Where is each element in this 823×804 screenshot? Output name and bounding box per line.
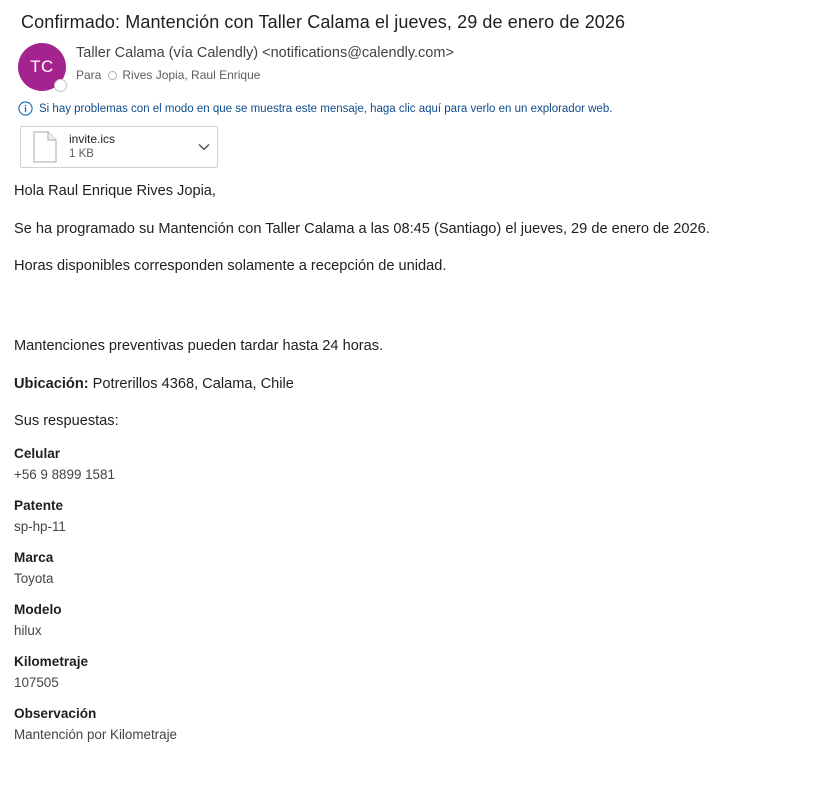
preventive-note-paragraph: Mantenciones preventivas pueden tardar hasta 24 horas.: [14, 338, 384, 355]
answer-question: Patente: [14, 498, 64, 514]
to-label: Para: [76, 68, 102, 82]
view-in-browser-text: Si hay problemas con el modo en que se muestra este mensaje, haga clic aquí para verlo en un explorador web.: [39, 102, 613, 115]
list-item: [14, 653, 809, 692]
file-icon: [32, 131, 58, 163]
greeting-paragraph: Hola Raul Enrique Rives Jopia,: [14, 183, 216, 199]
sender-text: [76, 41, 454, 83]
presence-status-icon: [54, 79, 67, 92]
answer-question: Observación: [14, 706, 97, 722]
chevron-down-icon: [198, 143, 210, 151]
sender-address[interactable]: Taller Calama (vía Calendly) <notifications@calendly.com>: [76, 45, 454, 61]
location-value: Potrerillos 4368, Calama, Chile: [92, 375, 294, 392]
attachment-card[interactable]: [20, 126, 218, 168]
recipients-row: [76, 67, 454, 83]
answer-value: hilux: [14, 623, 42, 639]
answer-value: sp-hp-11: [14, 519, 66, 535]
attachment-meta: [69, 132, 190, 162]
answer-question: Modelo: [14, 602, 62, 618]
location-label: Ubicación:: [14, 375, 89, 392]
sender-block: [0, 39, 823, 91]
answer-value: 107505: [14, 675, 59, 691]
body-spacer: [14, 293, 809, 337]
list-item: [14, 705, 809, 744]
answer-question: Marca: [14, 550, 54, 566]
answers-title: Sus respuestas:: [14, 413, 119, 430]
attachment-menu-button[interactable]: [190, 127, 217, 167]
hours-note-paragraph: Horas disponibles corresponden solamente a recepción de unidad.: [14, 258, 447, 275]
recipient-chip[interactable]: [108, 67, 260, 83]
answer-value: Mantención por Kilometraje: [14, 727, 178, 743]
info-icon: [18, 101, 33, 116]
answer-value: Toyota: [14, 571, 54, 587]
page-title: Confirmado: Mantención con Taller Calama el jueves, 29 de enero de 2026: [21, 12, 626, 32]
answer-value: +56 9 8899 1581: [14, 467, 115, 483]
location-paragraph: [14, 375, 809, 395]
answer-question: Celular: [14, 446, 61, 462]
list-item: [14, 601, 809, 640]
attachment-size: 1 KB: [69, 148, 94, 160]
list-item: [14, 445, 809, 484]
answer-question: Kilometraje: [14, 654, 89, 670]
attachments-area: [0, 116, 823, 168]
recipient-name: Rives Jopia, Raul Enrique: [122, 68, 261, 82]
contact-avatar-icon: [108, 71, 117, 80]
avatar: [18, 43, 66, 91]
scheduled-paragraph: Se ha programado su Mantención con Taller Calama a las 08:45 (Santiago) el jueves, 29 de enero de 2026.: [14, 220, 710, 237]
email-body: [0, 168, 823, 744]
list-item: [14, 549, 809, 588]
list-item: [14, 497, 809, 536]
attachment-name: invite.ics: [69, 132, 116, 146]
view-in-browser-bar[interactable]: [0, 91, 823, 116]
avatar-initials: TC: [30, 57, 54, 76]
